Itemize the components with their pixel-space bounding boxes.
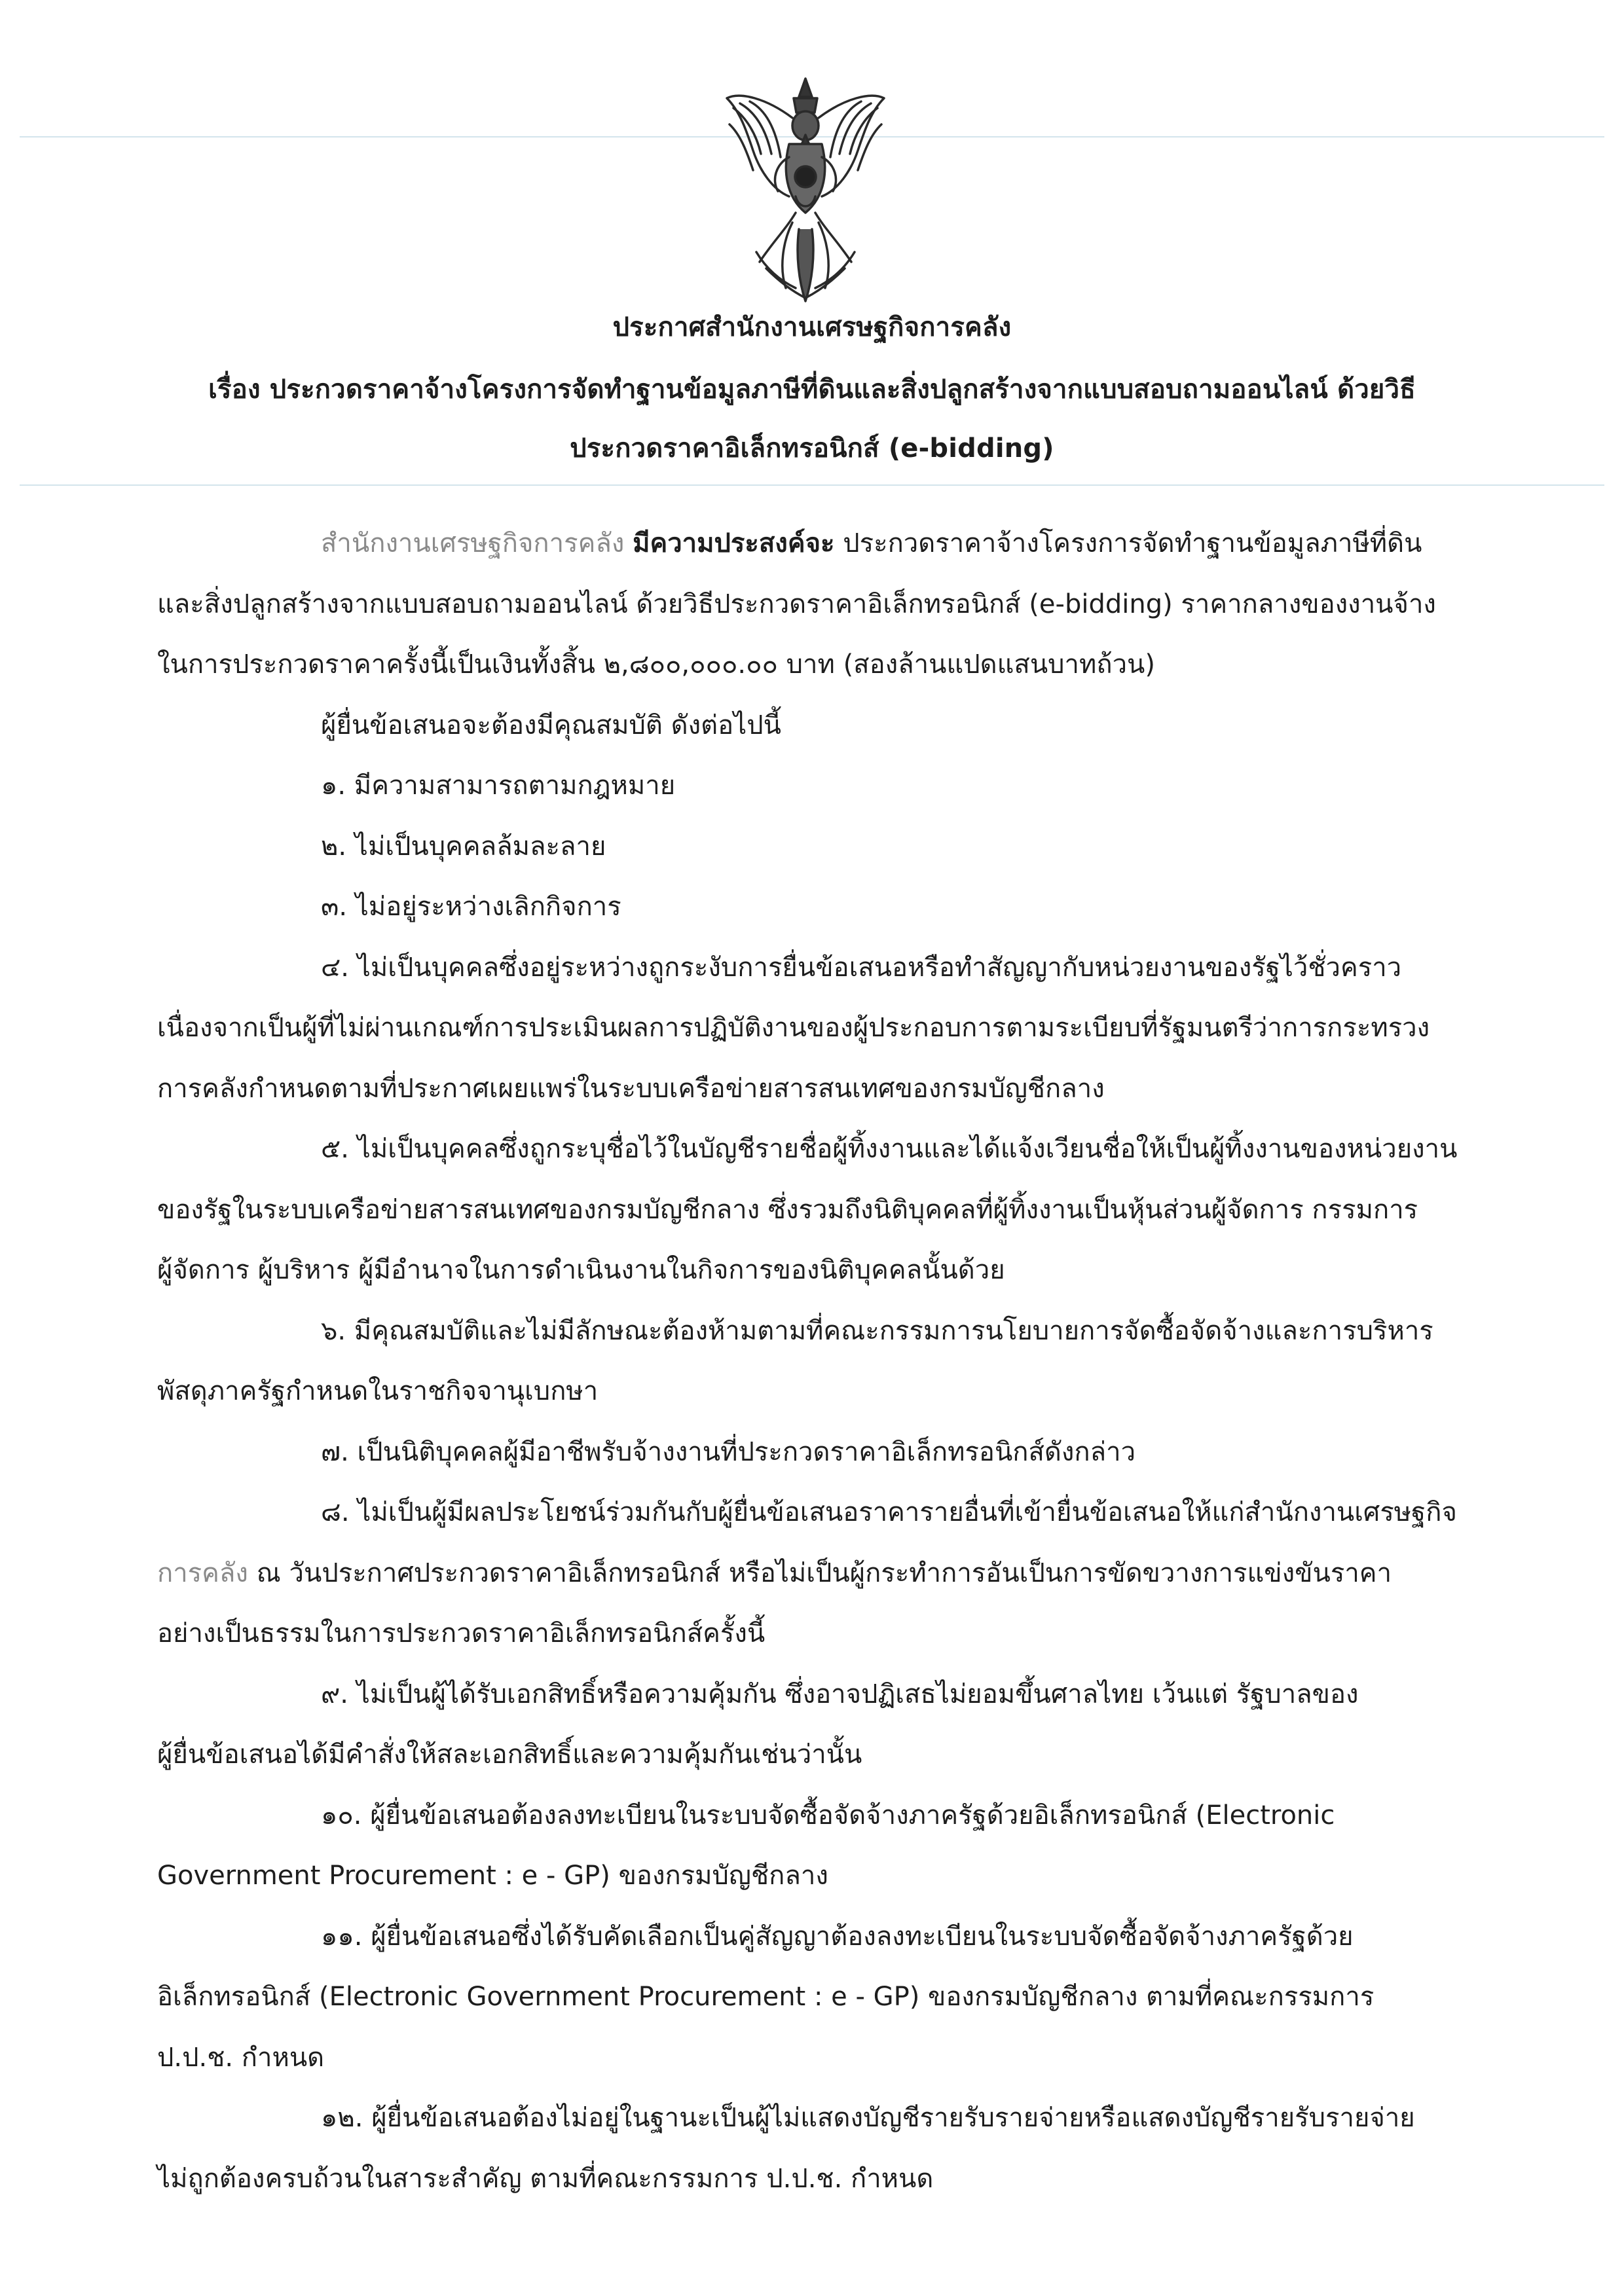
- title-divider: [20, 484, 1604, 486]
- qualification-item-8-line-1: ๘. ไม่เป็นผู้มีผลประโยชน์ร่วมกันกับผู้ยื่นข้อเสนอราคารายอื่นที่เข้ายื่นข้อเสนอให้แก่สำนักงานเศรษฐกิจ: [321, 1497, 1457, 1527]
- qualification-item-7: ๗. เป็นนิติบุคคลผู้มีอาชีพรับจ้างงานที่ประกวดราคาอิเล็กทรอนิกส์ดังกล่าว: [321, 1437, 1136, 1467]
- qualification-item-9-line-2: ผู้ยื่นข้อเสนอได้มีคำสั่งให้สละเอกสิทธิ์และความคุ้มกันเช่นว่านั้น: [157, 1740, 862, 1770]
- intro-project: ประกวดราคาจ้างโครงการจัดทำฐานข้อมูลภาษีที่ดิน: [834, 528, 1422, 558]
- qualification-item-3: ๓. ไม่อยู่ระหว่างเลิกกิจการ: [321, 892, 621, 922]
- announcement-title: ประกาศสำนักงานเศรษฐกิจการคลัง: [612, 312, 1012, 342]
- qualification-item-9-line-1: ๙. ไม่เป็นผู้ได้รับเอกสิทธิ์หรือความคุ้มกัน ซึ่งอาจปฏิเสธไม่ยอมขึ้นศาลไทย เว้นแต่ รัฐบาลของ: [321, 1679, 1359, 1709]
- qualification-item-5-line-3: ผู้จัดการ ผู้บริหาร ผู้มีอำนาจในการดำเนินงานในกิจการของนิติบุคคลนั้นด้วย: [157, 1255, 1005, 1285]
- qualification-item-5-line-1: ๕. ไม่เป็นบุคคลซึ่งถูกระบุชื่อไว้ในบัญชีรายชื่อผู้ทิ้งงานและได้แจ้งเวียนชื่อให้เป็นผู้ทิ้งงานของหน่วยงาน: [321, 1134, 1458, 1164]
- qualification-item-12-line-1: ๑๒. ผู้ยื่นข้อเสนอต้องไม่อยู่ในฐานะเป็นผู้ไม่แสดงบัญชีรายรับรายจ่ายหรือแสดงบัญชีรายรับรายจ่าย: [321, 2103, 1415, 2133]
- qualification-item-11-line-2: อิเล็กทรอนิกส์ (Electronic Government Procurement : e - GP) ของกรมบัญชีกลาง ตามที่คณะกรรมการ: [157, 1982, 1375, 2012]
- qualification-item-8-line-3: อย่างเป็นธรรมในการประกวดราคาอิเล็กทรอนิกส์ครั้งนี้: [157, 1618, 766, 1649]
- qualification-item-11-line-3: ป.ป.ช. กำหนด: [157, 2043, 325, 2073]
- item-8-agency: การคลัง: [157, 1558, 248, 1588]
- qualification-item-6-line-2: พัสดุภาครัฐกำหนดในราชกิจจานุเบกษา: [157, 1376, 599, 1406]
- qualification-item-11-line-1: ๑๑. ผู้ยื่นข้อเสนอซึ่งได้รับคัดเลือกเป็นคู่สัญญาต้องลงทะเบียนในระบบจัดซื้อจัดจ้างภาครัฐด้วย: [321, 1922, 1354, 1952]
- qualification-item-8-line-2: [157, 1554, 1392, 1593]
- qualification-heading: ผู้ยื่นข้อเสนอจะต้องมีคุณสมบัติ ดังต่อไปนี้: [321, 710, 781, 740]
- qualification-item-10-line-2: Government Procurement : e - GP) ของกรมบัญชีกลาง: [157, 1861, 828, 1891]
- intro-agency: สำนักงานเศรษฐกิจการคลัง: [321, 528, 633, 558]
- subject-line-2: ประกวดราคาอิเล็กทรอนิกส์ (e-bidding): [570, 433, 1054, 464]
- intro-line-2: และสิ่งปลูกสร้างจากแบบสอบถามออนไลน์ ด้วยวิธีประกวดราคาอิเล็กทรอนิกส์ (e-bidding) ราคากลางของงานจ้าง: [157, 589, 1436, 619]
- item-8-text: ณ วันประกาศประกวดราคาอิเล็กทรอนิกส์ หรือไม่เป็นผู้กระทำการอันเป็นการขัดขวางการแข่งขันราคา: [248, 1558, 1392, 1588]
- intro-intent: มีความประสงค์จะ: [633, 528, 835, 558]
- qualification-item-1: ๑. มีความสามารถตามกฎหมาย: [321, 771, 676, 801]
- intro-line-3: ในการประกวดราคาครั้งนี้เป็นเงินทั้งสิ้น ๒,๘๐๐,๐๐๐.๐๐ บาท (สองล้านแปดแสนบาทถ้วน): [157, 649, 1156, 680]
- subject-line-1: เรื่อง ประกวดราคาจ้างโครงการจัดทำฐานข้อมูลภาษีที่ดินและสิ่งปลูกสร้างจากแบบสอบถามออนไลน์ ด้วยวิธี: [208, 374, 1416, 405]
- qualification-item-12-line-2: ไม่ถูกต้องครบถ้วนในสาระสำคัญ ตามที่คณะกรรมการ ป.ป.ช. กำหนด: [157, 2164, 934, 2194]
- intro-line-1: [321, 524, 1422, 563]
- qualification-item-5-line-2: ของรัฐในระบบเครือข่ายสารสนเทศของกรมบัญชีกลาง ซึ่งรวมถึงนิติบุคคลที่ผู้ทิ้งงานเป็นหุ้นส่วนผู้จัดการ กรรมการ: [157, 1195, 1418, 1225]
- qualification-item-10-line-1: ๑๐. ผู้ยื่นข้อเสนอต้องลงทะเบียนในระบบจัดซื้อจัดจ้างภาครัฐด้วยอิเล็กทรอนิกส์ (Electronic: [321, 1800, 1335, 1831]
- qualification-item-6-line-1: ๖. มีคุณสมบัติและไม่มีลักษณะต้องห้ามตามที่คณะกรรมการนโยบายการจัดซื้อจัดจ้างและการบริหาร: [321, 1316, 1433, 1346]
- qualification-item-4-line-2: เนื่องจากเป็นผู้ที่ไม่ผ่านเกณฑ์การประเมินผลการปฏิบัติงานของผู้ประกอบการตามระเบียบที่รัฐมนตรีว่าการกระทรวง: [157, 1013, 1430, 1043]
- qualification-item-2: ๒. ไม่เป็นบุคคลล้มละลาย: [321, 831, 606, 862]
- qualification-item-4-line-1: ๔. ไม่เป็นบุคคลซึ่งอยู่ระหว่างถูกระงับการยื่นข้อเสนอหรือทำสัญญากับหน่วยงานของรัฐไว้ชั่วคราว: [321, 953, 1402, 983]
- qualification-item-4-line-3: การคลังกำหนดตามที่ประกาศเผยแพร่ในระบบเครือข่ายสารสนเทศของกรมบัญชีกลาง: [157, 1074, 1105, 1104]
- garuda-emblem-icon: [720, 72, 891, 308]
